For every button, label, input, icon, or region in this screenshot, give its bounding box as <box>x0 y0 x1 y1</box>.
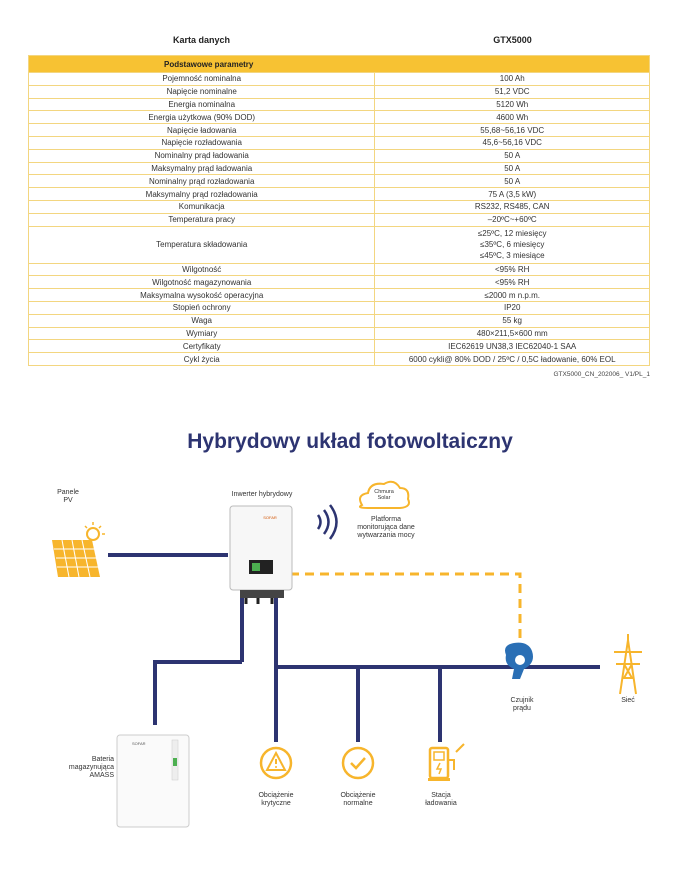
spec-name: Nominalny prąd ładowania <box>29 149 375 162</box>
battery-icon <box>117 735 189 827</box>
wifi-icon <box>318 505 337 539</box>
spec-value: 45,6~56,16 VDC <box>375 136 650 149</box>
spec-name: Napięcie ładowania <box>29 124 375 137</box>
spec-value: 6000 cykli@ 80% DOD / 25ºC / 0,5C ładowanie, 60% EOL <box>375 353 650 366</box>
battery-label <box>54 756 114 780</box>
spec-value: IEC62619 UN38,3 IEC62040-1 SAA <box>375 340 650 353</box>
critical-load-label <box>246 792 306 808</box>
spec-row-storage-temperature <box>29 226 650 263</box>
diagram-title: Hybrydowy układ fotowoltaiczny <box>187 430 513 453</box>
document-reference: GTX5000_CN_202006_ V1/PL_1 <box>553 371 650 378</box>
spec-row <box>29 85 650 98</box>
spec-value: 55,68~56,16 VDC <box>375 124 650 137</box>
spec-name: Maksymalna wysokość operacyjna <box>29 289 375 302</box>
critical-load-label-line: krytyczne <box>261 800 291 807</box>
spec-row <box>29 149 650 162</box>
normal-load-label <box>328 792 388 808</box>
spec-value: 4600 Wh <box>375 111 650 124</box>
charging-station-label-line: ładowania <box>425 800 457 807</box>
spec-value: <95% RH <box>375 263 650 276</box>
sheet-col2-header: GTX5000 <box>493 35 532 45</box>
spec-row <box>29 136 650 149</box>
spec-name: Wilgotność magazynowania <box>29 276 375 289</box>
charging-station-label <box>411 792 471 808</box>
spec-value: 51,2 VDC <box>375 85 650 98</box>
charging-station-label-line: Stacja <box>431 792 451 799</box>
spec-value: 480×211,5×600 mm <box>375 327 650 340</box>
comm-line <box>290 574 520 645</box>
spec-value <box>375 226 650 263</box>
spec-row <box>29 188 650 201</box>
warning-icon <box>261 748 291 778</box>
check-icon <box>343 748 373 778</box>
sheet-header <box>28 35 650 53</box>
inverter-icon <box>230 506 292 604</box>
storage-temp-line: ≤25ºC, 12 miesięcy <box>477 229 547 239</box>
battery-label-line: Bateria <box>91 756 114 763</box>
spec-row <box>29 314 650 327</box>
grid-label: Sieć <box>621 697 635 704</box>
spec-row <box>29 111 650 124</box>
platform-label-line: Platforma <box>371 516 401 523</box>
current-sensor-icon <box>505 643 533 679</box>
spec-row <box>29 200 650 213</box>
pv-label-line: Panele <box>57 489 79 496</box>
spec-name: Komunikacja <box>29 200 375 213</box>
spec-value: –20ºC~+60ºC <box>375 213 650 226</box>
charging-station-icon <box>428 744 464 781</box>
spec-name: Stopień ochrony <box>29 301 375 314</box>
platform-label-line: wytwarzania mocy <box>357 532 415 539</box>
sheet-col1-header: Karta danych <box>172 35 231 45</box>
storage-temp-line: ≤35ºC, 6 miesięcy <box>480 240 545 250</box>
pv-label-line: PV <box>63 497 73 504</box>
spec-row <box>29 124 650 137</box>
cloud-label-line: Chmura <box>374 489 394 495</box>
spec-value: 50 A <box>375 149 650 162</box>
platform-label <box>350 516 422 540</box>
spec-value: IP20 <box>375 301 650 314</box>
section-row <box>29 56 650 73</box>
spec-row <box>29 289 650 302</box>
spec-name: Nominalny prąd rozładowania <box>29 175 375 188</box>
spec-row <box>29 98 650 111</box>
power-tower-icon <box>614 634 642 694</box>
spec-name: Cykl życia <box>29 353 375 366</box>
spec-value: 55 kg <box>375 314 650 327</box>
spec-name: Wilgotność <box>29 263 375 276</box>
spec-row <box>29 327 650 340</box>
spec-row <box>29 73 650 86</box>
sensor-label-line: Czujnik <box>510 697 534 704</box>
solar-panel-icon <box>52 522 105 577</box>
inverter-brand: SOFAR <box>263 515 277 520</box>
spec-name: Pojemność nominalna <box>29 73 375 86</box>
spec-value: 100 Ah <box>375 73 650 86</box>
spec-value: RS232, RS485, CAN <box>375 200 650 213</box>
spec-name: Wymiary <box>29 327 375 340</box>
spec-name: Temperatura pracy <box>29 213 375 226</box>
spec-value: 50 A <box>375 175 650 188</box>
spec-value: <95% RH <box>375 276 650 289</box>
spec-table <box>28 55 650 366</box>
spec-value: ≤2000 m n.p.m. <box>375 289 650 302</box>
spec-value: 50 A <box>375 162 650 175</box>
storage-temp-line: ≤45ºC, 3 miesiące <box>479 251 545 261</box>
sensor-label-line: prądu <box>513 705 531 712</box>
spec-name: Maksymalny prąd rozładowania <box>29 188 375 201</box>
spec-row <box>29 213 650 226</box>
section-title: Podstawowe parametry <box>29 56 650 73</box>
battery-label-line: AMASS <box>89 772 114 779</box>
spec-name: Napięcie rozładowania <box>29 136 375 149</box>
spec-name: Maksymalny prąd ładowania <box>29 162 375 175</box>
spec-name: Temperatura składowania <box>29 226 375 263</box>
spec-name: Waga <box>29 314 375 327</box>
critical-load-label-line: Obciążenie <box>258 792 294 799</box>
spec-value: 5120 Wh <box>375 98 650 111</box>
spec-row <box>29 162 650 175</box>
spec-row <box>29 340 650 353</box>
spec-name: Certyfikaty <box>29 340 375 353</box>
spec-value: 75 A (3,5 kW) <box>375 188 650 201</box>
battery-label-line: magazynująca <box>68 764 114 771</box>
spec-row <box>29 175 650 188</box>
cloud-label <box>366 489 402 501</box>
spec-name: Energia użytkowa (90% DOD) <box>29 111 375 124</box>
battery-brand: SOFAR <box>132 741 146 746</box>
normal-load-label-line: Obciążenie <box>340 792 376 799</box>
spec-row <box>29 276 650 289</box>
spec-row <box>29 301 650 314</box>
spec-row <box>29 263 650 276</box>
sensor-label <box>500 697 544 713</box>
pv-label <box>48 489 88 505</box>
inverter-label: Inwerter hybrydowy <box>231 491 293 498</box>
cloud-label-line: Solar <box>377 495 391 501</box>
spec-name: Napięcie nominalne <box>29 85 375 98</box>
spec-row <box>29 353 650 366</box>
normal-load-label-line: normalne <box>343 800 373 807</box>
platform-label-line: monitorująca dane <box>357 524 415 531</box>
spec-name: Energia nominalna <box>29 98 375 111</box>
